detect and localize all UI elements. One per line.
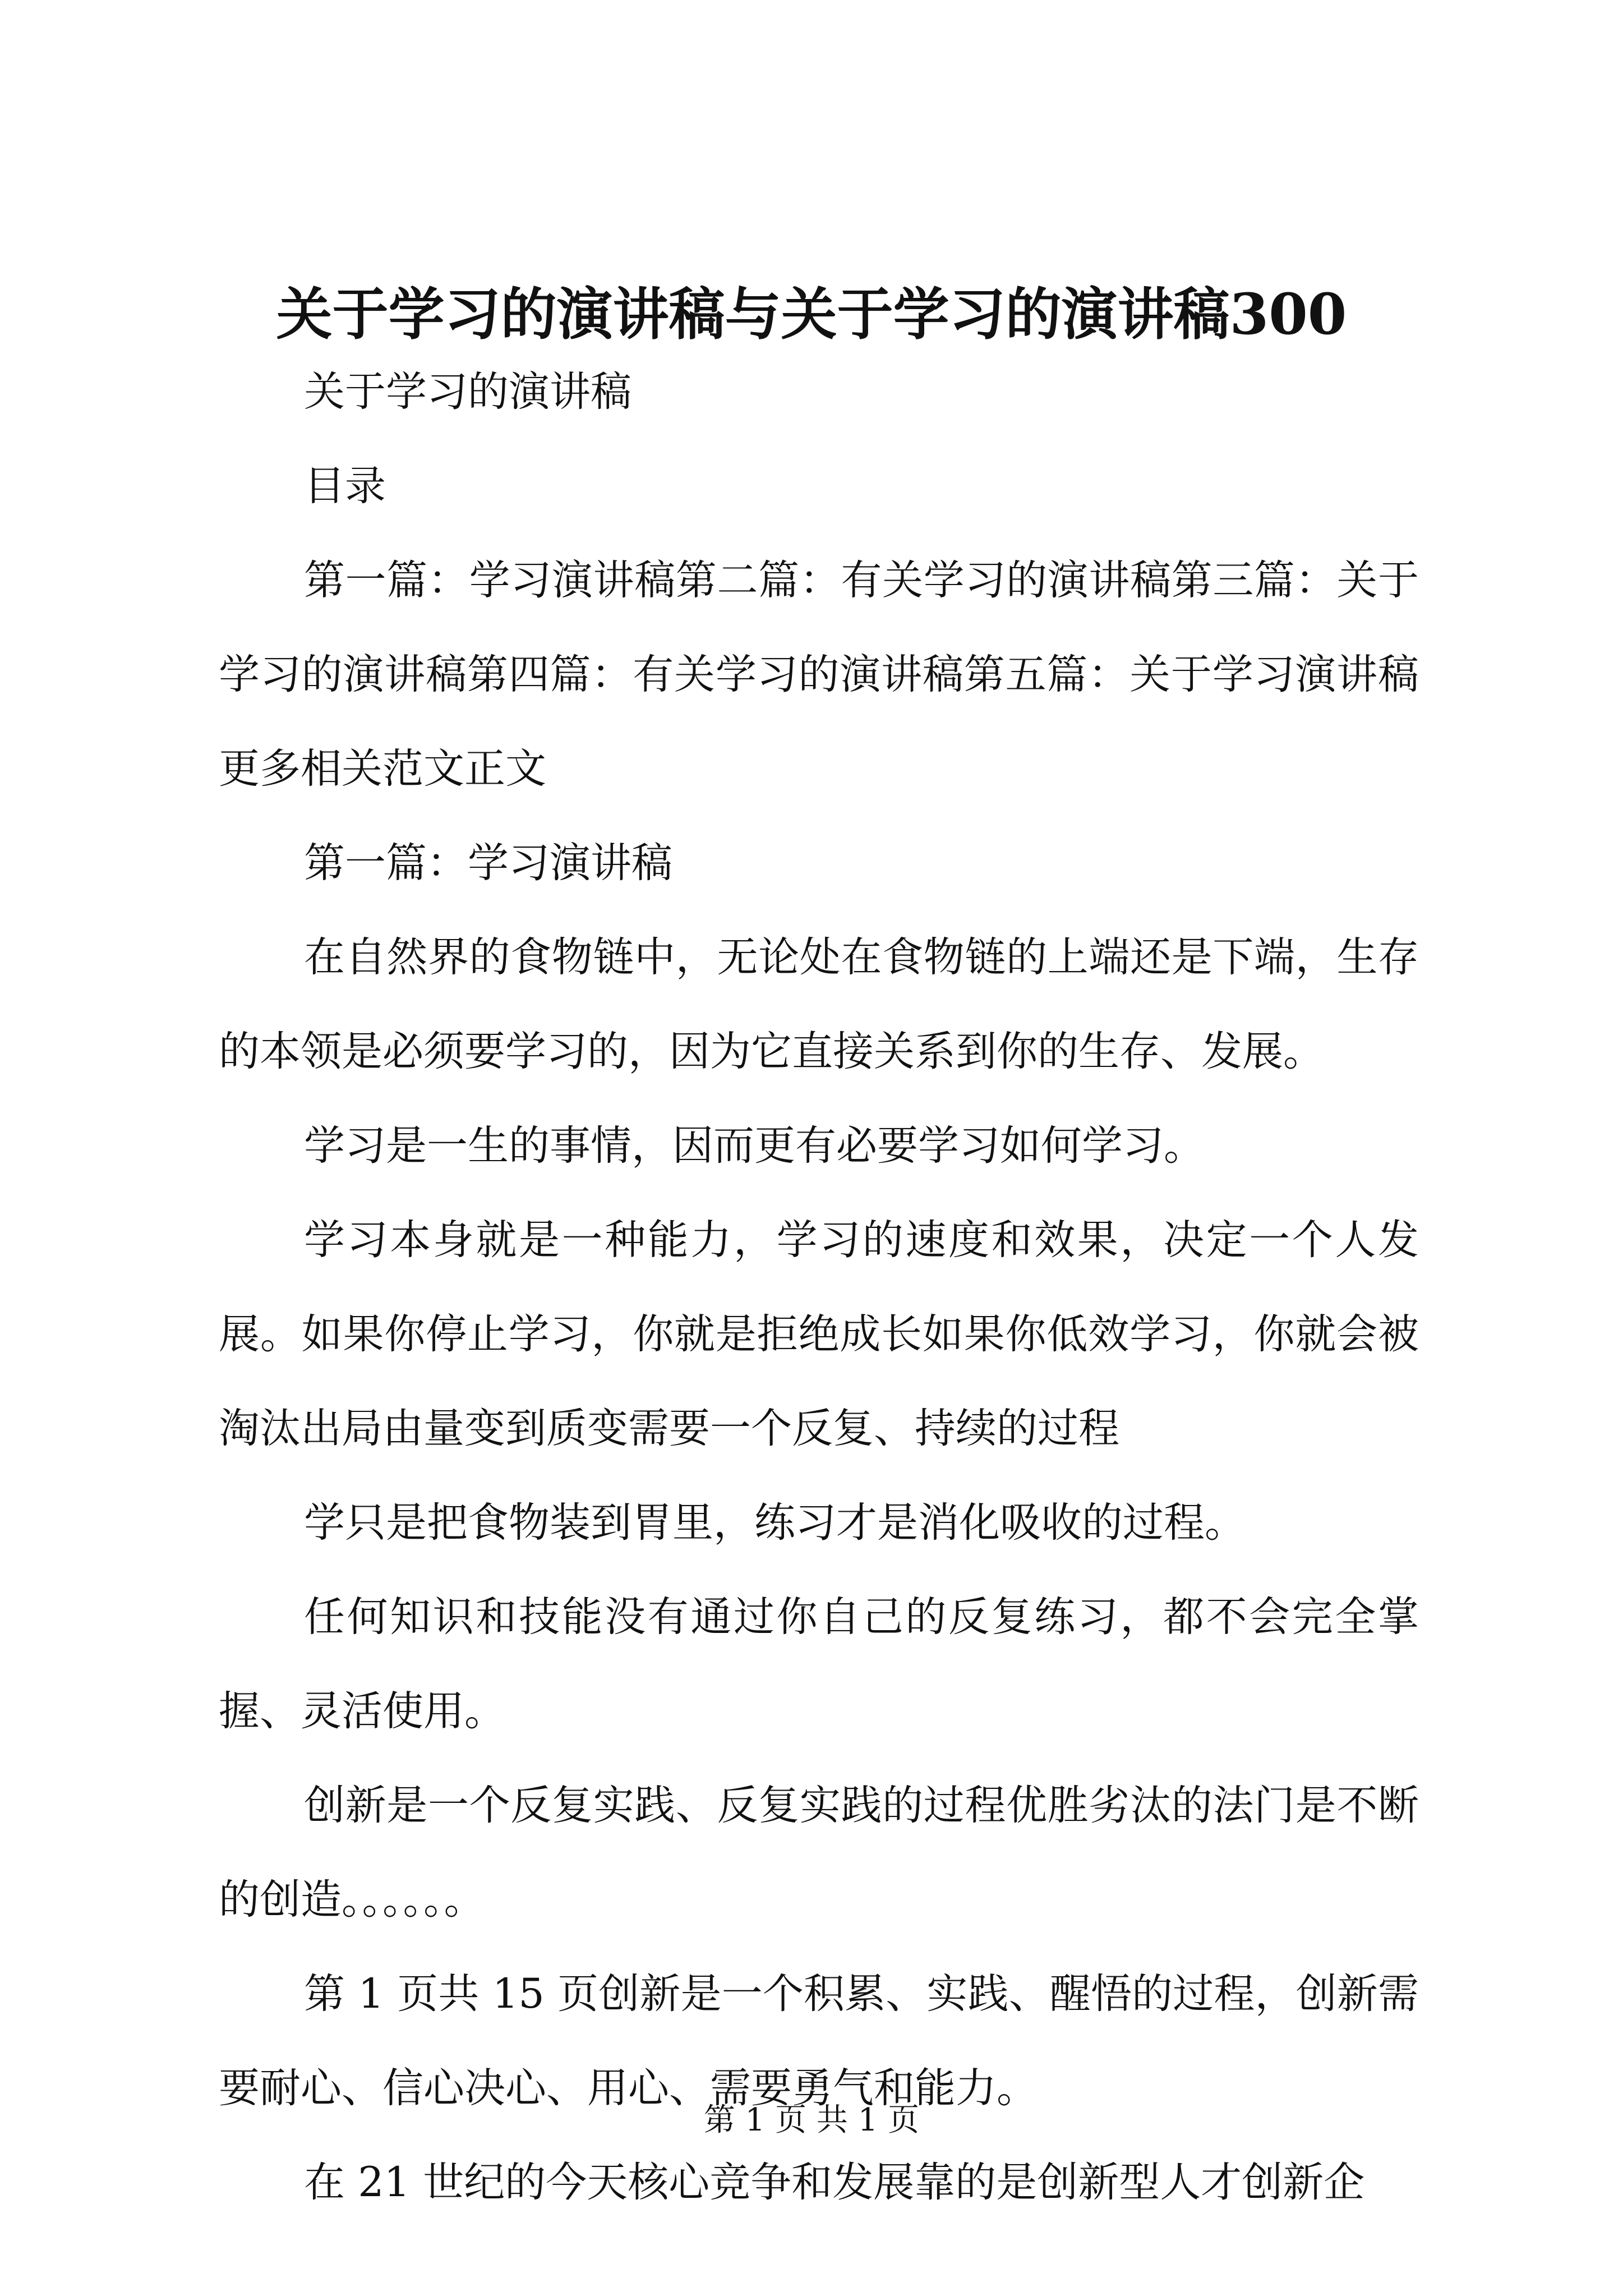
paragraph: 学习是一生的事情，因而更有必要学习如何学习。	[304, 1122, 1205, 1170]
document-body	[219, 345, 1419, 2230]
paragraph: 第 1 页共 15 页创新是一个积累、实践、醒悟的过程，创新需要耐心、信心决心、用心、需要勇气和能力。	[219, 1970, 1419, 2112]
paragraph: 任何知识和技能没有通过你自己的反复练习，都不会完全掌握、灵活使用。	[219, 1593, 1419, 1735]
paragraph: 第一篇：学习演讲稿	[304, 839, 672, 887]
document-title: 关于学习的演讲稿与关于学习的演讲稿300	[276, 281, 1347, 347]
paragraph: 创新是一个反复实践、反复实践的过程优胜劣汰的法门是不断的创造。。。。。。	[219, 1782, 1419, 1924]
paragraph: 第一篇：学习演讲稿第二篇：有关学习的演讲稿第三篇：关于学习的演讲稿第四篇：有关学习的演讲稿第五篇：关于学习演讲稿更多相关范文正文	[219, 556, 1419, 793]
paragraph: 在自然界的食物链中，无论处在食物链的上端还是下端，生存的本领是必须要学习的，因为它直接关系到你的生存、发展。	[219, 933, 1419, 1075]
paragraph: 学习本身就是一种能力，学习的速度和效果，决定一个人发展。如果你停止学习，你就是拒绝成长如果你低效学习，你就会被淘汰出局由量变到质变需要一个反复、持续的过程	[219, 1216, 1419, 1452]
paragraph: 在 21 世纪的今天核心竞争和发展靠的是创新型人才创新企	[304, 2159, 1365, 2206]
page-footer: 第 1 页 共 1 页	[703, 2102, 920, 2138]
paragraph: 目录	[304, 462, 386, 510]
paragraph: 关于学习的演讲稿	[304, 368, 631, 416]
paragraph: 学只是把食物装到胃里，练习才是消化吸收的过程。	[304, 1499, 1246, 1547]
